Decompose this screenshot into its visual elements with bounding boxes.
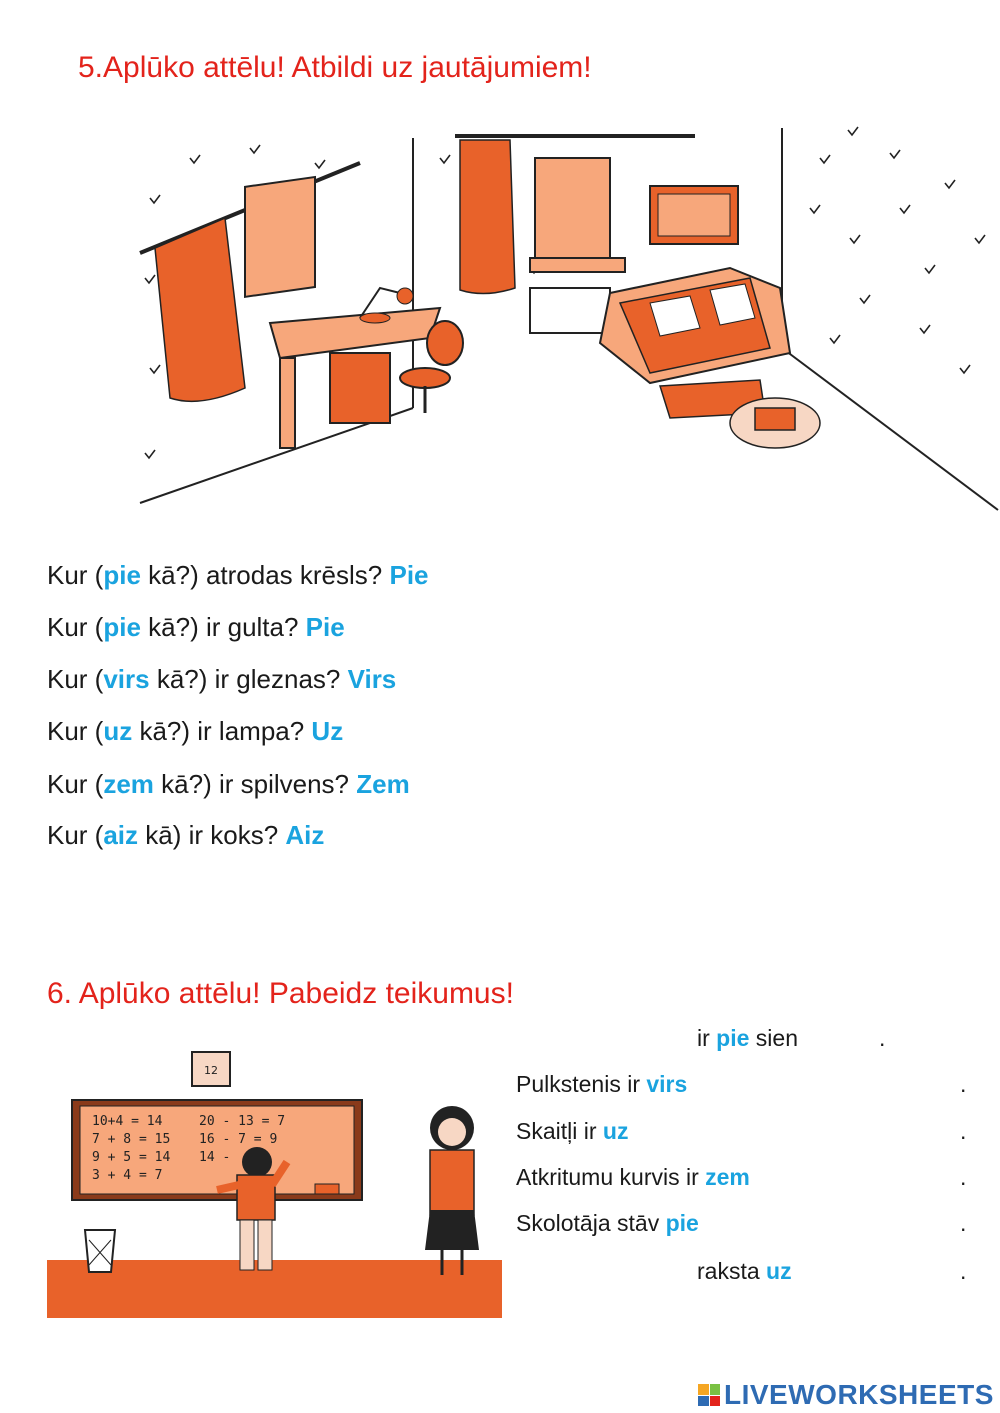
section5-heading: 5.Aplūko attēlu! Atbildi uz jautājumiem!	[78, 51, 592, 84]
answer-input[interactable]: Uz	[311, 716, 344, 746]
section6-heading: 6. Aplūko attēlu! Pabeidz teikumus!	[47, 977, 514, 1010]
bedroom-illustration	[130, 118, 1000, 518]
question-2: Kur (pie kā?) ir gulta? Pie	[47, 612, 345, 642]
logo-icon	[698, 1384, 720, 1406]
keyword: pie	[716, 1025, 750, 1051]
answer-input[interactable]: Zem	[356, 769, 410, 799]
keyword: pie	[665, 1210, 699, 1236]
board-equation: 16 - 7 = 9	[199, 1132, 278, 1147]
board-equation: 14 -	[199, 1150, 231, 1165]
keyword: virs	[103, 664, 150, 694]
answer-input[interactable]: Virs	[347, 664, 397, 694]
sentence-3: Skaitļi ir uz	[516, 1118, 629, 1144]
question-3: Kur (virs kā?) ir gleznas? Virs	[47, 664, 397, 694]
liveworksheets-logo[interactable]	[698, 1378, 994, 1412]
sentence-4: Atkritumu kurvis ir zem	[516, 1164, 750, 1190]
board-equation: 7 + 8 = 15	[92, 1132, 171, 1147]
board-equation: 10+4 = 14	[92, 1114, 163, 1129]
keyword: pie	[103, 560, 141, 590]
sentence-end: .	[879, 1025, 886, 1051]
keyword: uz	[103, 716, 133, 746]
logo-text: LIVEWORKSHEETS	[724, 1379, 994, 1410]
board-equation: 3 + 4 = 7	[92, 1168, 163, 1183]
keyword: uz	[602, 1118, 629, 1144]
sentence-1: ir pie sien	[697, 1025, 798, 1051]
question-6: Kur (aiz kā) ir koks? Aiz	[47, 820, 325, 850]
question-4: Kur (uz kā?) ir lampa? Uz	[47, 716, 344, 746]
svg-text:12: 12	[204, 1064, 218, 1077]
keyword: uz	[766, 1258, 792, 1284]
sentence-6: raksta uz	[697, 1258, 792, 1284]
sentence-5: Skolotāja stāv pie	[516, 1210, 699, 1236]
sentence-end: .	[960, 1118, 967, 1144]
answer-input[interactable]: Pie	[305, 612, 345, 642]
sentence-end: .	[960, 1071, 967, 1097]
sentence-end: .	[960, 1164, 967, 1190]
sentence-2: Pulkstenis ir virs	[516, 1071, 688, 1097]
keyword: pie	[103, 612, 141, 642]
sentence-end: .	[960, 1258, 967, 1284]
board-equation: 20 - 13 = 7	[199, 1114, 286, 1129]
keyword: zem	[103, 769, 154, 799]
sentence-end: .	[960, 1210, 967, 1236]
board-equation: 9 + 5 = 14	[92, 1150, 171, 1165]
answer-input[interactable]: Pie	[389, 560, 429, 590]
keyword: aiz	[103, 820, 139, 850]
question-1: Kur (pie kā?) atrodas krēsls? Pie	[47, 560, 429, 590]
keyword: virs	[646, 1071, 688, 1097]
classroom-illustration	[47, 1050, 502, 1318]
keyword: zem	[705, 1164, 750, 1190]
answer-input[interactable]: Aiz	[285, 820, 325, 850]
question-5: Kur (zem kā?) ir spilvens? Zem	[47, 769, 410, 799]
